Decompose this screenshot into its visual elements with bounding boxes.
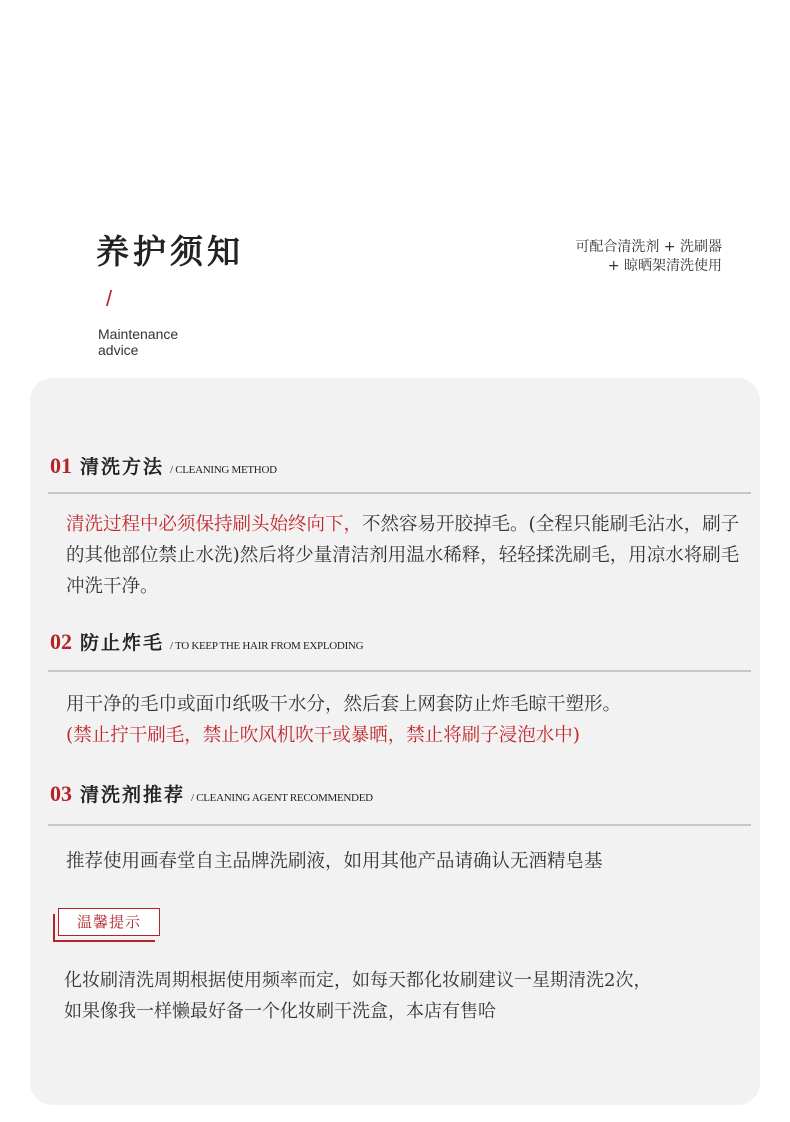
body-text: 用干净的毛巾或面巾纸吸干水分，然后套上网套防止炸毛晾干塑形。	[66, 694, 622, 715]
section-03-heading	[50, 780, 373, 807]
section-02-body	[66, 689, 756, 751]
section-number: 02	[50, 629, 72, 654]
usage-note-line1: 可配合清洗剂 + 洗刷器	[575, 239, 722, 255]
body-text: 推荐使用画春堂自主品牌洗刷液，如用其他产品请确认无酒精皂基	[66, 851, 603, 872]
section-title: 防止炸毛	[80, 632, 165, 654]
tip-line1: 化妆刷清洗周期根据使用频率而定，如每天都化妆刷建议一星期清洗2次，	[64, 970, 652, 991]
warning-text: 清洗过程中必须保持刷头始终向下，	[66, 514, 363, 535]
warning-text: (禁止拧干刷毛，禁止吹风机吹干或暴晒，禁止将刷子浸泡水中)	[66, 725, 580, 746]
section-number: 01	[50, 453, 72, 478]
body-text: 不然容易开胶掉毛。(全程只能刷毛沾水，刷子的其他部位禁止水洗)然后将少量清洁剂用温水稀释，轻轻揉洗刷毛，用凉水将刷毛冲洗干净。	[66, 514, 740, 597]
tip-text	[64, 965, 764, 1027]
tip-badge: 温馨提示	[58, 908, 160, 936]
section-divider	[48, 492, 751, 494]
section-01-heading	[50, 452, 277, 479]
section-divider	[48, 824, 751, 826]
section-subtitle: / TO KEEP THE HAIR FROM EXPLODING	[170, 640, 364, 652]
title-slash: /	[106, 286, 113, 311]
section-title: 清洗剂推荐	[80, 784, 186, 806]
section-subtitle: / CLEANING METHOD	[170, 464, 277, 476]
section-title: 清洗方法	[80, 456, 165, 478]
section-number: 03	[50, 781, 72, 806]
section-divider	[48, 670, 751, 672]
page-title: 养护须知	[96, 232, 244, 271]
usage-note-line2: + 晾晒架清洗使用	[607, 258, 722, 274]
section-01-body	[66, 509, 756, 602]
usage-note	[575, 238, 722, 276]
section-03-body	[66, 846, 756, 877]
page-subtitle-en: Maintenance advice	[98, 326, 179, 358]
section-02-heading	[50, 628, 363, 655]
tip-line2: 如果像我一样懒最好备一个化妆刷干洗盒，本店有售哈	[64, 1001, 496, 1022]
section-subtitle: / CLEANING AGENT RECOMMENDED	[191, 792, 373, 804]
